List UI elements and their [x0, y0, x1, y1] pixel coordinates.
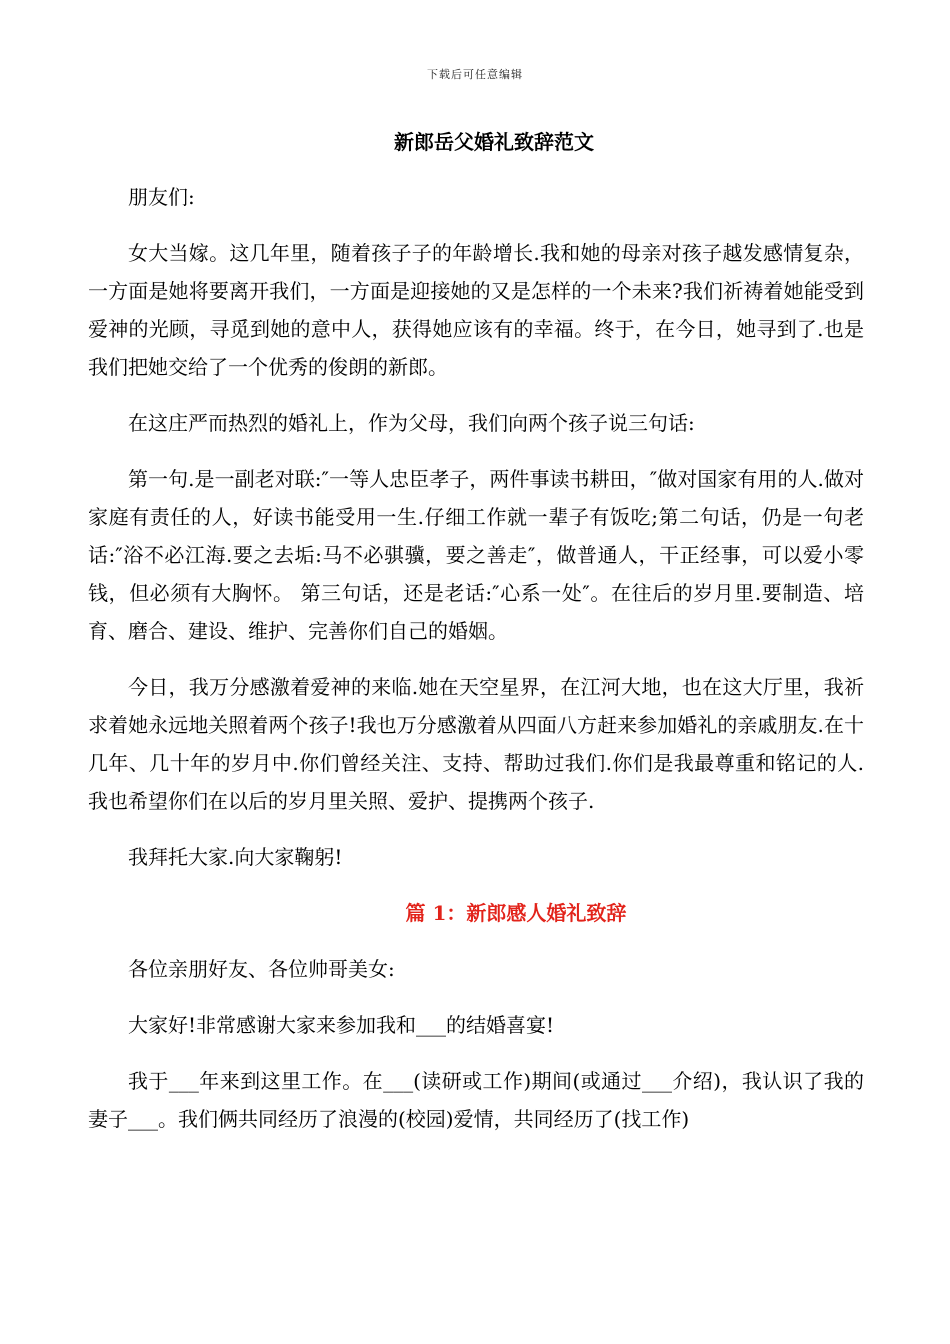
paragraph: 我拜托大家.向大家鞠躬!: [128, 845, 343, 869]
document-title: 新郎岳父婚礼致辞范文: [394, 130, 594, 154]
salutation: 朋友们:: [128, 185, 195, 209]
header-note: 下载后可任意编辑: [427, 68, 523, 81]
paragraph: 大家好!非常感谢大家来参加我和___的结婚喜宴!: [128, 1013, 555, 1037]
salutation: 各位亲朋好友、各位帅哥美女:: [128, 957, 395, 981]
paragraph: 第一句.是一副老对联:″一等人忠臣孝子，两件事读书耕田，″做对国家有用的人.做对家庭有责任的人，好读书能受用一生.仔细工作就一辈子有饭吃;第二句话，仍是一句老话:″浴不必江海.要之去垢:马不必骐骥，要之善走″，做普通人，干正经事，可以爱小零钱，但必须有大胸怀。 第三句话，还是老话:″心系一处″。在往后的岁月里.要制造、培育、磨合、建设、维护、完善你们自己的婚姻。: [88, 467, 864, 643]
section-title: 篇 1：新郎感人婚礼致辞: [405, 901, 627, 925]
paragraph: 我于___年来到这里工作。在___(读研或工作)期间(或通过___介绍)，我认识了我的妻子___。我们俩共同经历了浪漫的(校园)爱情，共同经历了(找工作): [88, 1069, 864, 1131]
paragraph: 在这庄严而热烈的婚礼上，作为父母，我们向两个孩子说三句话:: [128, 411, 695, 435]
paragraph: 女大当嫁。这几年里，随着孩子子的年龄增长.我和她的母亲对孩子越发感情复杂，一方面是她将要离开我们，一方面是迎接她的又是怎样的一个未来?我们祈祷着她能受到爱神的光顾，寻觅到她的意中人，获得她应该有的幸福。终于，在今日，她寻到了.也是我们把她交给了一个优秀的俊朗的新郎。: [88, 241, 864, 379]
document-body: [88, 178, 864, 1156]
paragraph: 今日，我万分感激着爱神的来临.她在天空星界，在江河大地，也在这大厅里，我祈求着她永远地关照着两个孩子!我也万分感激着从四面八方赶来参加婚礼的亲戚朋友.在十几年、几十年的岁月中.你们曾经关注、支持、帮助过我们.你们是我最尊重和铭记的人.我也希望你们在以后的岁月里关照、爱护、提携两个孩子.: [88, 675, 864, 813]
